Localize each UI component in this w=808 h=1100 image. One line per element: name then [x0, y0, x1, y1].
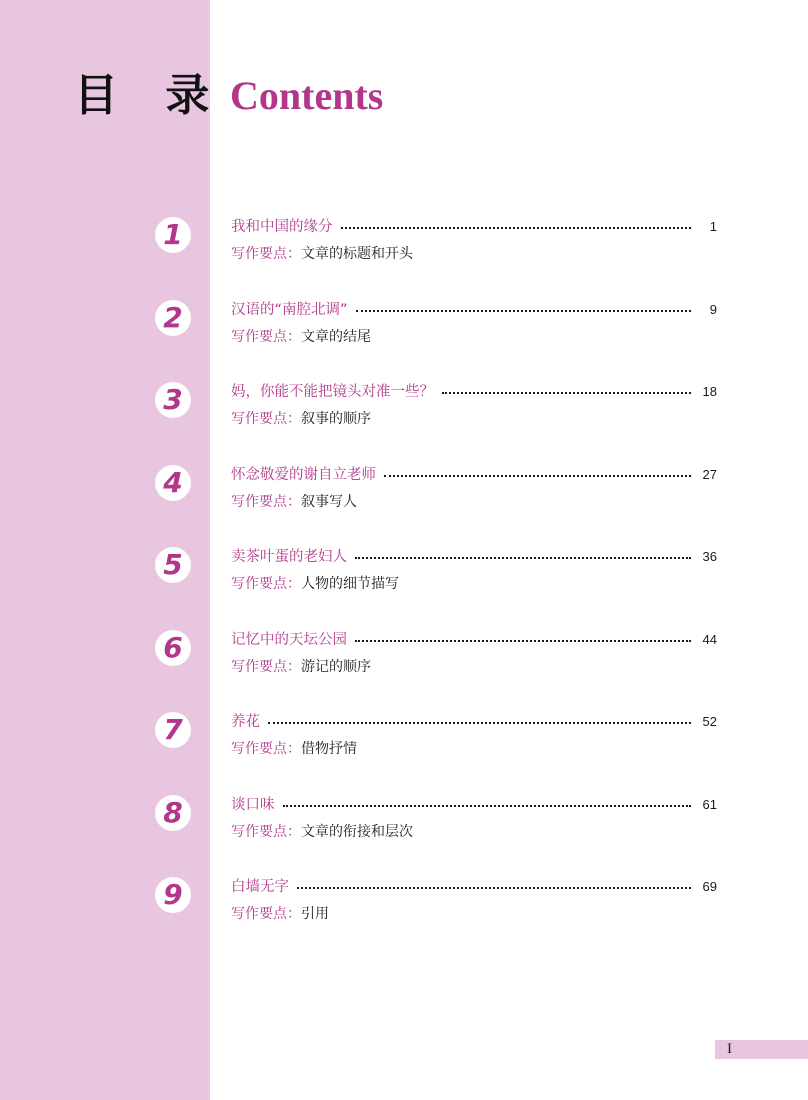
writing-point-label: 写作要点：: [231, 824, 301, 840]
lesson-title[interactable]: 汉语的“南腔北调”: [231, 302, 348, 318]
writing-point-text: 文章的结尾: [301, 329, 371, 345]
lesson-title[interactable]: 记忆中的天坛公园: [231, 632, 347, 648]
lesson-row[interactable]: [231, 381, 717, 403]
leader-dots: [356, 299, 691, 321]
toc-entry[interactable]: [0, 283, 808, 343]
leader-dots: [355, 546, 691, 568]
lesson-title[interactable]: 养花: [231, 714, 260, 730]
page-title-chinese: 目 录: [74, 70, 226, 121]
writing-point-label: 写作要点：: [231, 411, 301, 427]
leader-dots: [341, 216, 692, 238]
toc-entry[interactable]: [0, 860, 808, 920]
toc-entry[interactable]: [0, 530, 808, 590]
toc-entry[interactable]: [0, 695, 808, 755]
writing-point-label: 写作要点：: [231, 741, 301, 757]
lesson-title[interactable]: 卖茶叶蛋的老妇人: [231, 549, 347, 565]
lesson-row[interactable]: [231, 876, 717, 898]
page-number: 18: [702, 384, 717, 399]
lesson-row[interactable]: [231, 794, 717, 816]
lesson-title[interactable]: 怀念敬爱的谢自立老师: [231, 467, 376, 483]
writing-point: [231, 491, 357, 513]
writing-point: [231, 573, 399, 595]
writing-point: [231, 656, 371, 678]
writing-point-text: 叙事的顺序: [301, 411, 371, 427]
leader-dots: [442, 381, 691, 403]
writing-point: [231, 738, 357, 760]
page-number: 52: [702, 714, 717, 729]
page-number: 69: [702, 879, 717, 894]
lesson-number-badge: 7: [155, 712, 191, 748]
lesson-title[interactable]: 白墙无字: [231, 879, 289, 895]
writing-point: [231, 903, 329, 925]
page-number: 36: [702, 549, 717, 564]
page-title-english: Contents: [230, 73, 384, 118]
writing-point: [231, 243, 413, 265]
lesson-title[interactable]: 我和中国的缘分: [231, 219, 333, 235]
writing-point: [231, 326, 371, 348]
leader-dots: [384, 464, 691, 486]
folio-page-number: I: [727, 1041, 732, 1057]
page-folio: [715, 1040, 808, 1059]
writing-point-label: 写作要点：: [231, 246, 301, 262]
page-number: 1: [709, 219, 717, 234]
lesson-row[interactable]: [231, 464, 717, 486]
writing-point-text: 借物抒情: [301, 741, 357, 757]
leader-dots: [268, 711, 691, 733]
lesson-number-badge: 2: [155, 300, 191, 336]
writing-point: [231, 821, 413, 843]
writing-point-text: 叙事写人: [301, 494, 357, 510]
page-number: 44: [702, 632, 717, 647]
lesson-row[interactable]: [231, 216, 717, 238]
page-number: 61: [702, 797, 717, 812]
writing-point-text: 游记的顺序: [301, 659, 371, 675]
writing-point-text: 引用: [301, 906, 329, 922]
writing-point-label: 写作要点：: [231, 659, 301, 675]
writing-point-label: 写作要点：: [231, 576, 301, 592]
leader-dots: [283, 794, 692, 816]
page-number: 27: [702, 467, 717, 482]
toc-entry[interactable]: [0, 448, 808, 508]
leader-dots: [297, 876, 691, 898]
writing-point-label: 写作要点：: [231, 494, 301, 510]
toc-entry[interactable]: [0, 613, 808, 673]
writing-point-text: 文章的标题和开头: [301, 246, 413, 262]
writing-point-text: 人物的细节描写: [301, 576, 399, 592]
lesson-number-badge: 1: [155, 217, 191, 253]
lesson-number-badge: 6: [155, 630, 191, 666]
toc-entry[interactable]: [0, 365, 808, 425]
writing-point-text: 文章的衔接和层次: [301, 824, 413, 840]
toc-entry[interactable]: [0, 200, 808, 260]
lesson-row[interactable]: [231, 546, 717, 568]
lesson-row[interactable]: [231, 629, 717, 651]
leader-dots: [355, 629, 691, 651]
lesson-row[interactable]: [231, 299, 717, 321]
lesson-number-badge: 3: [155, 382, 191, 418]
page-number: 9: [709, 302, 717, 317]
writing-point: [231, 408, 371, 430]
lesson-row[interactable]: [231, 711, 717, 733]
writing-point-label: 写作要点：: [231, 906, 301, 922]
lesson-number-badge: 4: [155, 465, 191, 501]
writing-point-label: 写作要点：: [231, 329, 301, 345]
toc-entry[interactable]: [0, 778, 808, 838]
lesson-title[interactable]: 谈口味: [231, 797, 275, 813]
lesson-number-badge: 8: [155, 795, 191, 831]
lesson-number-badge: 9: [155, 877, 191, 913]
lesson-title[interactable]: 妈，你能不能把镜头对准一些？: [231, 384, 434, 400]
lesson-number-badge: 5: [155, 547, 191, 583]
